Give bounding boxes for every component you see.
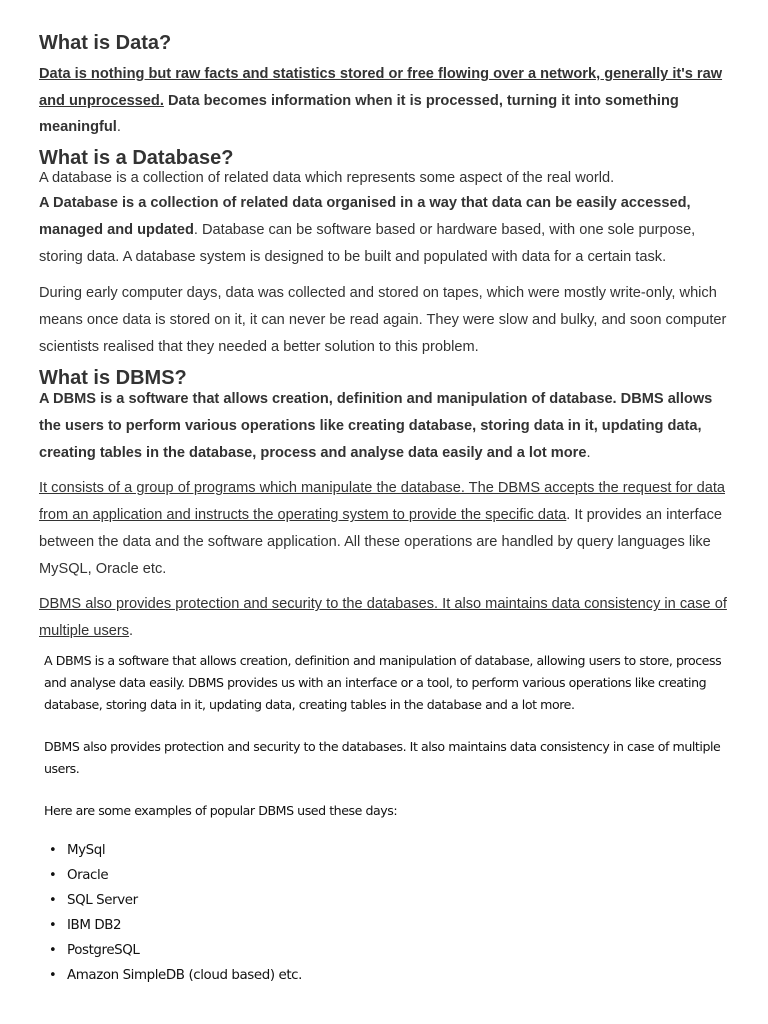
paragraph-database-definition	[39, 190, 729, 270]
embedded-paragraph-security: DBMS also provides protection and security to the databases. It also maintains data consistency in case of multiple users.	[44, 739, 721, 776]
period-text: .	[586, 444, 591, 461]
bullet-icon: •	[49, 843, 57, 858]
period-text: .	[129, 622, 134, 639]
bold-text: Data becomes information when it is processed, turning it into something meaningful	[39, 92, 679, 136]
embedded-paragraph-examples-intro: Here are some examples of popular DBMS used these days:	[44, 803, 398, 818]
period-text: .	[116, 119, 121, 136]
list-item	[44, 888, 744, 913]
list-item-text: Amazon SimpleDB (cloud based) etc.	[67, 968, 303, 983]
list-item-text: MySql	[67, 843, 106, 858]
paragraph-dbms-programs	[39, 475, 729, 582]
bold-text: A Database is a collection of related data organised in a way that data can be easily accessed, managed and updated	[39, 195, 691, 238]
underlined-text: Data is nothing but raw facts and statistics stored or free flowing over a network, generally it's raw and unprocessed.	[39, 66, 723, 109]
dbms-examples-list	[44, 838, 744, 988]
regular-text: . It provides an interface between the data and the software application. All these operations are handled by query languages like MySQL, Oracle etc.	[39, 507, 723, 577]
heading-what-is-dbms: What is DBMS?	[39, 367, 187, 390]
paragraph-dbms-security	[39, 591, 729, 644]
paragraph-dbms-definition	[39, 386, 729, 466]
list-item-text: Oracle	[67, 868, 109, 883]
bullet-icon: •	[49, 968, 57, 983]
underlined-text: It consists of a group of programs which manipulate the database. The DBMS accepts the request for data from an application and instructs the operating system to provide the specific data	[39, 480, 726, 524]
embedded-text-image	[44, 650, 744, 988]
paragraph-database-intro: A database is a collection of related data which represents some aspect of the real world.	[39, 170, 615, 187]
heading-what-is-data: What is Data?	[39, 32, 172, 54]
bullet-icon: •	[49, 868, 57, 883]
article-body	[39, 31, 729, 645]
list-item	[44, 913, 744, 938]
list-item	[44, 863, 744, 888]
paragraph-data-definition	[39, 61, 729, 141]
heading-what-is-database: What is a Database?	[39, 147, 234, 170]
regular-text: . Database can be software based or hardware based, with one sole purpose, storing data. A database system is designed to be built and populated with data for a certain task.	[39, 221, 696, 265]
list-item-text: SQL Server	[67, 893, 138, 908]
bullet-icon: •	[49, 943, 57, 958]
embedded-paragraph-dbms: A DBMS is a software that allows creation, definition and manipulation of database, allowing users to store, process and analyse data easily. DBMS provides us with an interface or a tool, to perform various operations like creating database, storing data in it, updating data, creating tables in the database and a lot more.	[44, 653, 722, 712]
list-item	[44, 938, 744, 963]
list-item-text: PostgreSQL	[67, 943, 140, 958]
list-item	[44, 963, 744, 988]
paragraph-database-history: During early computer days, data was collected and stored on tapes, which were mostly write-only, which means once data is stored on it, it can never be read again. They were slow and bulky, and soon computer scientists realised that they needed a better solution to this problem.	[39, 285, 727, 355]
bold-text: A DBMS is a software that allows creation, definition and manipulation of database. DBMS allows the users to perform various operations like creating database, storing data in it, updating data, creating tables in the database, process and analyse data easily and a lot more	[39, 391, 713, 461]
underlined-text: DBMS also provides protection and security to the databases. It also maintains data consistency in case of multiple users	[39, 596, 727, 639]
list-item-text: IBM DB2	[67, 918, 122, 933]
bullet-icon: •	[49, 918, 57, 933]
bullet-icon: •	[49, 893, 57, 908]
list-item	[44, 838, 744, 863]
